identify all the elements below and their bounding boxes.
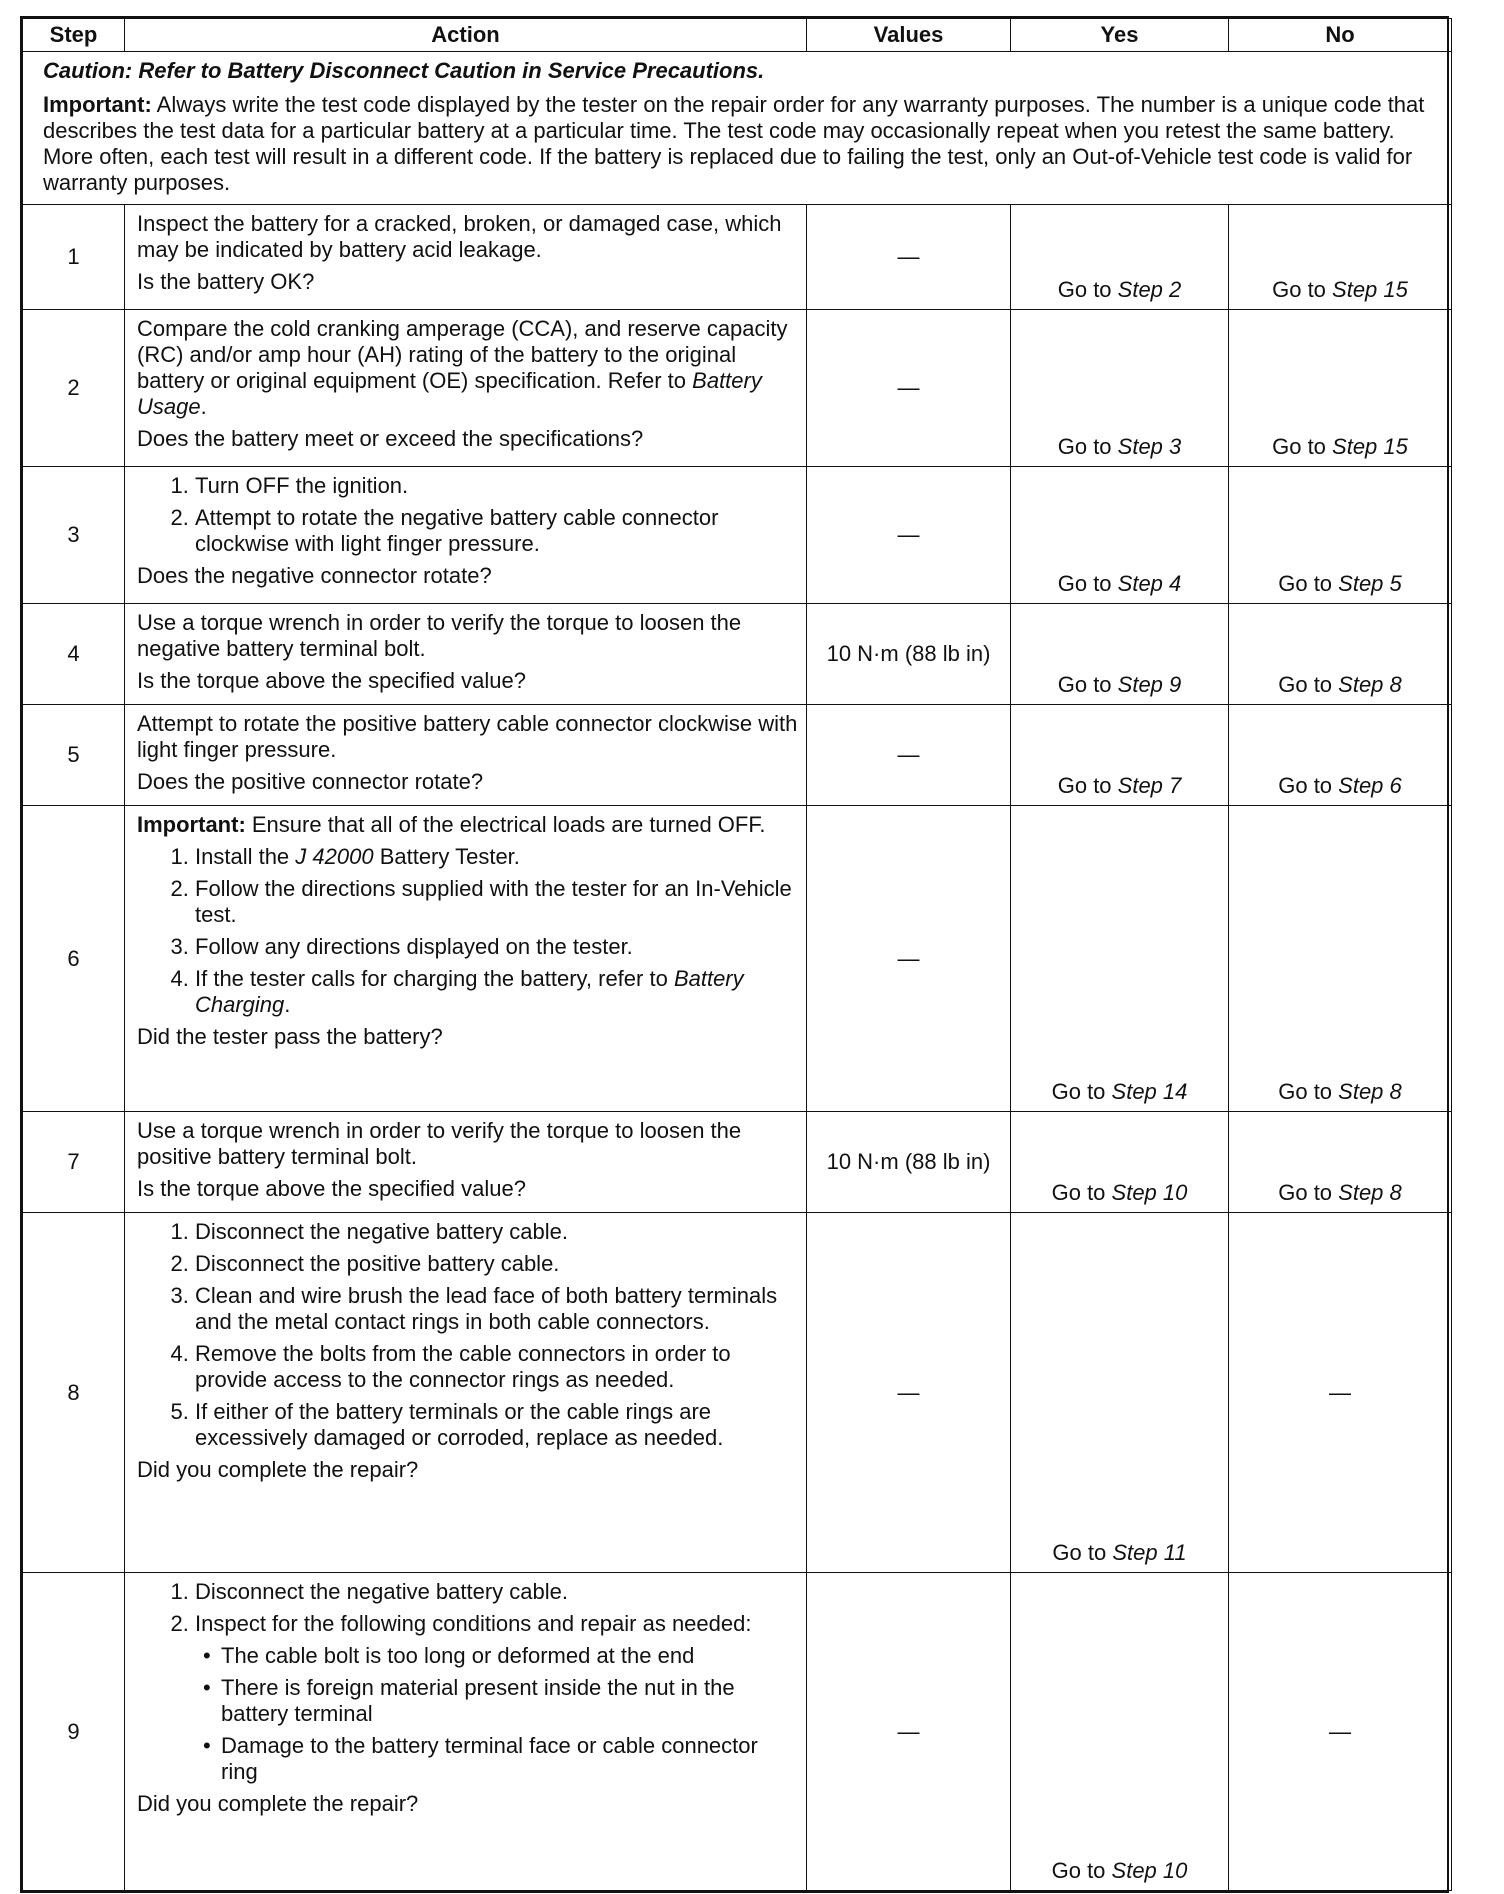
list-item: 4. If the tester calls for charging the battery, refer to Battery Charging.	[170, 966, 744, 1017]
step-value: —	[807, 467, 1011, 604]
yes-cell	[1011, 1213, 1229, 1573]
no-cell	[1229, 1112, 1452, 1213]
list-item: 3. Follow any directions displayed on the tester.	[170, 934, 633, 959]
yes-step-link[interactable]: Step 3	[1117, 434, 1182, 459]
no-cell	[1229, 310, 1452, 467]
list-item: 2. Inspect for the following conditions and repair as needed:	[170, 1611, 752, 1636]
header-row	[23, 19, 1452, 52]
list-item	[195, 1675, 798, 1727]
table-row	[23, 467, 1452, 604]
table-row	[23, 705, 1452, 806]
no-step-link[interactable]: Step 5	[1338, 571, 1402, 596]
action-question: Does the battery meet or exceed the specifications?	[137, 426, 644, 451]
no-cell	[1229, 205, 1452, 310]
go-to-label: Go to	[1278, 773, 1339, 798]
table-row	[23, 806, 1452, 1112]
step-value: —	[807, 806, 1011, 1112]
yes-cell	[1011, 705, 1229, 806]
important-text: Ensure that all of the electrical loads are turned OFF.	[245, 812, 766, 837]
header-step: Step	[23, 19, 125, 52]
list-item-text: Install the	[195, 844, 296, 869]
step-number: 5	[23, 705, 125, 806]
action-list	[137, 844, 798, 1018]
action-list	[137, 1219, 798, 1451]
action-question: Is the battery OK?	[137, 269, 315, 294]
step-action	[125, 205, 807, 310]
go-to-label: Go to	[1278, 1180, 1339, 1205]
table-row	[23, 310, 1452, 467]
step-number: 4	[23, 604, 125, 705]
go-to-label: Go to	[1051, 1180, 1112, 1205]
step-value: 10 N·m (88 lb in)	[807, 604, 1011, 705]
no-step-link[interactable]: Step 8	[1338, 672, 1402, 697]
step-action	[125, 604, 807, 705]
list-item: 2. Follow the directions supplied with the tester for an In-Vehicle test.	[170, 876, 792, 927]
list-item: 1. Disconnect the negative battery cable.	[170, 1219, 569, 1244]
no-step-link[interactable]: Step 6	[1338, 773, 1402, 798]
yes-cell	[1011, 806, 1229, 1112]
list-item: 4. Remove the bolts from the cable connectors in order to provide access to the connector rings as needed.	[170, 1341, 731, 1392]
yes-step-link[interactable]: Step 7	[1117, 773, 1182, 798]
step-action	[125, 310, 807, 467]
list-item-text: Follow any directions displayed on the tester.	[195, 934, 633, 959]
action-text: Use a torque wrench in order to verify the torque to loosen the negative battery terminal bolt.	[137, 610, 742, 661]
step-number: 7	[23, 1112, 125, 1213]
list-item-text: Damage to the battery terminal face or cable connector ring	[221, 1733, 758, 1784]
bullet-icon: •	[203, 1733, 211, 1758]
list-item: 1. Turn OFF the ignition.	[170, 473, 409, 498]
step-value: —	[807, 1573, 1011, 1891]
list-item-text: Follow the directions supplied with the tester for an In-Vehicle test.	[195, 876, 792, 927]
step-value: —	[807, 705, 1011, 806]
action-important	[137, 812, 798, 838]
action-question: Is the torque above the specified value?	[137, 1176, 526, 1201]
list-item-text: Battery Tester.	[373, 844, 520, 869]
no-cell	[1229, 806, 1452, 1112]
table-row	[23, 205, 1452, 310]
step-value: 10 N·m (88 lb in)	[807, 1112, 1011, 1213]
go-to-label: Go to	[1272, 434, 1333, 459]
step-number: 2	[23, 310, 125, 467]
list-item: 5. If either of the battery terminals or the cable rings are excessively damaged or corroded, replace as needed.	[170, 1399, 724, 1450]
yes-step-link[interactable]: Step 2	[1117, 277, 1182, 302]
list-item-text: Remove the bolts from the cable connectors in order to provide access to the connector rings as needed.	[195, 1341, 731, 1392]
step-action	[125, 705, 807, 806]
action-text: Inspect the battery for a cracked, broken, or damaged case, which may be indicated by battery acid leakage.	[137, 211, 782, 262]
step-number: 6	[23, 806, 125, 1112]
battery-usage-link[interactable]: Battery Usage	[137, 368, 762, 419]
step-number: 1	[23, 205, 125, 310]
step-value: —	[807, 1213, 1011, 1573]
list-item-text: Disconnect the negative battery cable.	[195, 1579, 569, 1604]
no-cell	[1229, 604, 1452, 705]
list-item: 3. Clean and wire brush the lead face of both battery terminals and the metal contact rings in both cable connectors.	[170, 1283, 778, 1334]
step-action	[125, 467, 807, 604]
list-item-text: Turn OFF the ignition.	[195, 473, 409, 498]
yes-step-link[interactable]: Step 11	[1112, 1540, 1187, 1565]
no-cell	[1229, 705, 1452, 806]
bullet-icon: •	[203, 1643, 211, 1668]
action-question: Did the tester pass the battery?	[137, 1024, 443, 1049]
list-item-text: Disconnect the positive battery cable.	[195, 1251, 560, 1276]
yes-cell	[1011, 604, 1229, 705]
list-item: 1. Install the J 42000 Battery Tester.	[170, 844, 520, 869]
no-cell: —	[1229, 1213, 1452, 1573]
action-text	[137, 316, 798, 420]
notes-cell	[23, 52, 1452, 205]
step-value: —	[807, 205, 1011, 310]
bullet-icon: •	[203, 1675, 211, 1700]
list-item-text: If either of the battery terminals or the cable rings are excessively damaged or corroded, replace as needed.	[195, 1399, 724, 1450]
action-question: Does the negative connector rotate?	[137, 563, 492, 588]
important-label: Important:	[137, 812, 246, 837]
important-label: Important:	[43, 92, 152, 117]
go-to-label: Go to	[1272, 277, 1333, 302]
no-cell: —	[1229, 1573, 1452, 1891]
important-note	[43, 92, 1439, 196]
step-number: 8	[23, 1213, 125, 1573]
go-to-label: Go to	[1057, 277, 1118, 302]
go-to-label: Go to	[1051, 1858, 1112, 1883]
yes-cell	[1011, 310, 1229, 467]
go-to-label: Go to	[1052, 1540, 1113, 1565]
step-action	[125, 1112, 807, 1213]
yes-step-link[interactable]: Step 10	[1111, 1858, 1188, 1883]
yes-step-link[interactable]: Step 14	[1111, 1079, 1188, 1104]
step-action	[125, 1213, 807, 1573]
caution-note: Caution: Refer to Battery Disconnect Caution in Service Precautions.	[43, 58, 765, 83]
yes-cell	[1011, 467, 1229, 604]
condition-list	[137, 1643, 798, 1785]
table-row	[23, 1573, 1452, 1891]
list-item	[195, 1643, 798, 1669]
action-text-main: Compare the cold cranking amperage (CCA), and reserve capacity (RC) and/or amp hour (AH) rating of the battery to the original battery or original equipment (OE) specification. Refer to	[137, 316, 788, 393]
table-row	[23, 1213, 1452, 1573]
action-list	[137, 473, 798, 557]
list-item-text: Inspect for the following conditions and repair as needed:	[195, 1611, 752, 1636]
go-to-label: Go to	[1278, 672, 1339, 697]
list-item-text: Attempt to rotate the negative battery cable connector clockwise with light finger pressure.	[195, 505, 719, 556]
diagnostic-table-page	[20, 16, 1449, 1893]
important-text: Always write the test code displayed by the tester on the repair order for any warranty purposes. The number is a unique code that describes the test data for a particular battery at a particular time. The test code may occasionally repeat when you retest the same battery. More often, each test will result in a different code. If the battery is replaced due to failing the test, only an Out-of-Vehicle test code is valid for warranty purposes.	[43, 92, 1425, 195]
list-item: 1. Disconnect the negative battery cable.	[170, 1579, 569, 1604]
yes-step-link[interactable]: Step 4	[1117, 571, 1182, 596]
tool-name: J 42000	[295, 844, 374, 869]
go-to-label: Go to	[1057, 773, 1118, 798]
no-cell	[1229, 467, 1452, 604]
action-text-end: .	[200, 394, 207, 419]
step-action	[125, 806, 807, 1112]
action-question: Does the positive connector rotate?	[137, 769, 484, 794]
go-to-label: Go to	[1057, 672, 1118, 697]
list-item	[195, 1733, 798, 1785]
table-row	[23, 604, 1452, 705]
list-item-text: Disconnect the negative battery cable.	[195, 1219, 569, 1244]
list-item: 2. Disconnect the positive battery cable.	[170, 1251, 560, 1276]
table-row	[23, 1112, 1452, 1213]
list-item: 2. Attempt to rotate the negative battery cable connector clockwise with light finger pressure.	[170, 505, 719, 556]
action-question: Is the torque above the specified value?	[137, 668, 526, 693]
go-to-label: Go to	[1057, 571, 1118, 596]
action-list	[137, 1579, 798, 1637]
notes-row	[23, 52, 1452, 205]
no-step-link[interactable]: Step 15	[1332, 277, 1408, 302]
list-item-text: The cable bolt is too long or deformed at the end	[221, 1643, 695, 1668]
action-question: Did you complete the repair?	[137, 1791, 419, 1816]
yes-step-link[interactable]: Step 9	[1117, 672, 1182, 697]
step-number: 9	[23, 1573, 125, 1891]
list-item-text: If the tester calls for charging the battery, refer to	[195, 966, 674, 991]
header-values: Values	[807, 19, 1011, 52]
no-step-link[interactable]: Step 8	[1338, 1180, 1402, 1205]
list-item-text: There is foreign material present inside the nut in the battery terminal	[221, 1675, 735, 1726]
go-to-label: Go to	[1057, 434, 1118, 459]
battery-charging-link[interactable]: Battery Charging	[195, 966, 744, 1017]
action-text: Attempt to rotate the positive battery cable connector clockwise with light finger pressure.	[137, 711, 798, 762]
go-to-label: Go to	[1051, 1079, 1112, 1104]
no-step-link[interactable]: Step 8	[1338, 1079, 1402, 1104]
yes-cell	[1011, 1573, 1229, 1891]
yes-cell	[1011, 1112, 1229, 1213]
yes-step-link[interactable]: Step 10	[1111, 1180, 1188, 1205]
no-step-link[interactable]: Step 15	[1332, 434, 1408, 459]
step-value: —	[807, 310, 1011, 467]
step-action	[125, 1573, 807, 1891]
header-action: Action	[125, 19, 807, 52]
list-item-text: Clean and wire brush the lead face of both battery terminals and the metal contact rings in both cable connectors.	[195, 1283, 778, 1334]
action-text: Use a torque wrench in order to verify the torque to loosen the positive battery terminal bolt.	[137, 1118, 742, 1169]
header-yes: Yes	[1011, 19, 1229, 52]
yes-cell	[1011, 205, 1229, 310]
action-question: Did you complete the repair?	[137, 1457, 419, 1482]
go-to-label: Go to	[1278, 1079, 1339, 1104]
header-no: No	[1229, 19, 1452, 52]
list-item-text: .	[284, 992, 291, 1017]
go-to-label: Go to	[1278, 571, 1339, 596]
step-number: 3	[23, 467, 125, 604]
diagnostic-table	[22, 18, 1452, 1891]
